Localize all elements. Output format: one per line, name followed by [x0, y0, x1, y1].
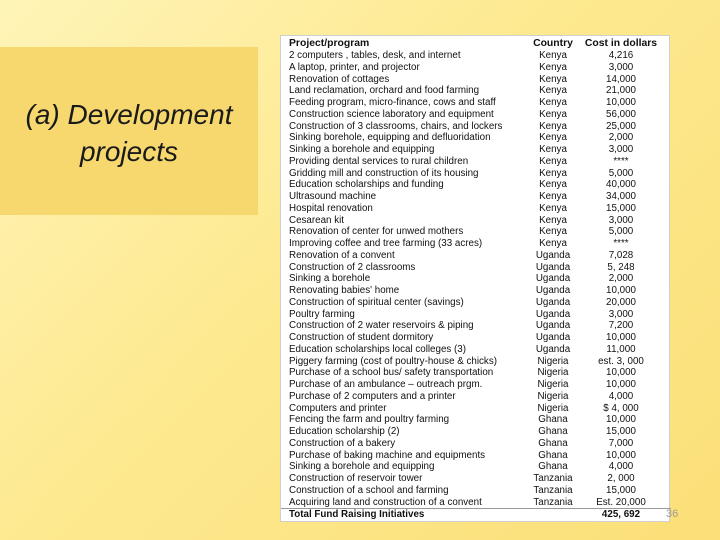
projects-table [280, 35, 670, 522]
cell-project: Purchase of a school bus/ safety transportation [289, 367, 494, 379]
cell-cost: 425, 692 [601, 509, 641, 521]
header-country: Country [533, 38, 573, 49]
table-row [281, 367, 671, 379]
cell-country: Kenya [539, 50, 567, 61]
cell-project: Poultry farming [289, 308, 355, 320]
cell-cost: 15,000 [606, 484, 636, 496]
table-row [281, 238, 671, 250]
table-row [281, 391, 671, 403]
cell-project: Construction of student dormitory [289, 332, 434, 343]
table-row [281, 62, 671, 74]
cell-country: Uganda [535, 332, 571, 343]
table-row [281, 191, 671, 203]
cell-project: Purchase of 2 computers and a printer [289, 390, 456, 402]
table-row [281, 273, 671, 285]
cell-country: Kenya [539, 85, 567, 97]
cell-cost: 2,000 [608, 132, 634, 144]
cell-project: Ultrasound machine [289, 191, 377, 202]
cell-project: Computers and printer [289, 402, 387, 414]
cell-cost: 3,000 [608, 308, 634, 320]
cell-cost: 4,000 [608, 461, 634, 473]
table-row [281, 485, 671, 497]
cell-cost: 40,000 [606, 179, 636, 191]
cell-cost: 5,000 [608, 226, 634, 238]
cell-project: Education scholarships and funding [289, 179, 444, 191]
table-row [281, 344, 671, 356]
cell-country: Kenya [539, 73, 567, 85]
table-row [281, 215, 671, 227]
cell-cost: 10,000 [606, 379, 636, 390]
cell-country: Kenya [539, 155, 567, 167]
cell-country: Nigeria [537, 367, 569, 379]
cell-project: Renovation of a convent [289, 249, 395, 261]
cell-country: Kenya [539, 202, 567, 214]
table-row [281, 438, 671, 450]
table-row [281, 144, 671, 156]
table-row [281, 179, 671, 191]
cell-cost: 56,000 [606, 108, 636, 120]
cell-cost: $ 4, 000 [603, 402, 639, 414]
table-row [281, 461, 671, 473]
cell-country: Nigeria [537, 390, 569, 402]
cell-country: Kenya [539, 132, 567, 144]
cell-country: Nigeria [537, 379, 569, 390]
table-row [281, 168, 671, 180]
cell-project: Improving coffee and tree farming (33 acres) [289, 238, 483, 249]
cell-cost: 7,028 [608, 249, 634, 261]
table-row [281, 85, 671, 97]
cell-cost: 11,000 [606, 343, 636, 355]
cell-project: 2 computers , tables, desk, and internet [289, 50, 461, 61]
cell-project: Sinking borehole, equipping and defluoridation [289, 132, 491, 144]
cell-country: Uganda [535, 320, 571, 332]
cell-cost: 4,216 [608, 50, 634, 61]
cell-project: Fencing the farm and poultry farming [289, 414, 450, 426]
cell-cost: 10,000 [606, 449, 636, 461]
cell-project: Construction of reservoir tower [289, 473, 423, 484]
table-row [281, 426, 671, 438]
table-row [281, 356, 671, 368]
cell-cost: Est. 20,000 [596, 496, 646, 508]
slide-title-line2: projects [79, 136, 179, 167]
cell-project: Land reclamation, orchard and food farming [289, 85, 480, 97]
slide-title [0, 96, 258, 170]
cell-cost: 21,000 [606, 85, 636, 97]
cell-country: Tanzania [533, 473, 573, 484]
header-cost: Cost in dollars [584, 38, 658, 49]
cell-country: Kenya [539, 214, 567, 226]
cell-country: Uganda [535, 285, 571, 296]
cell-project: Construction of 2 water reservoirs & piping [289, 320, 474, 332]
cell-cost: 2,000 [608, 273, 634, 285]
cell-country: Kenya [539, 108, 567, 120]
cell-project: Sinking a borehole and equipping [289, 144, 435, 155]
table-row [281, 403, 671, 415]
cell-country: Uganda [535, 261, 571, 273]
cell-cost: 15,000 [606, 202, 636, 214]
cell-project: Sinking a borehole and equipping [289, 461, 435, 473]
cell-cost: 10,000 [606, 97, 636, 108]
cell-country: Kenya [539, 97, 567, 108]
cell-project: Piggery farming (cost of poultry-house & chicks) [289, 355, 497, 367]
table-body [281, 50, 671, 521]
table-row [281, 332, 671, 344]
cell-cost: 5,000 [608, 167, 634, 179]
cell-cost: 3,000 [608, 214, 634, 226]
total-row [281, 508, 671, 521]
cell-cost: 25,000 [606, 120, 636, 132]
cell-project: Construction of 3 classrooms, chairs, and lockers [289, 120, 503, 132]
cell-cost: 2, 000 [607, 473, 635, 484]
table-row [281, 262, 671, 274]
cell-country: Kenya [539, 226, 567, 238]
cell-country: Tanzania [533, 484, 573, 496]
table-row [281, 497, 671, 509]
cell-country: Ghana [538, 414, 568, 426]
table-header [281, 38, 671, 50]
cell-country: Kenya [539, 238, 567, 249]
table-row [281, 285, 671, 297]
cell-country: Nigeria [537, 355, 569, 367]
cell-country: Ghana [538, 461, 568, 473]
header-project: Project/program [289, 38, 370, 49]
table-row [281, 74, 671, 86]
cell-project: Feeding program, micro-finance, cows and staff [289, 97, 496, 108]
table-row [281, 97, 671, 109]
cell-project: Providing dental services to rural children [289, 155, 469, 167]
cell-country: Kenya [539, 191, 567, 202]
table-row [281, 414, 671, 426]
table-row [281, 226, 671, 238]
cell-cost: 10,000 [606, 367, 636, 379]
cell-project: Construction science laboratory and equipment [289, 108, 494, 120]
cell-country: Uganda [535, 249, 571, 261]
table-row [281, 109, 671, 121]
table-row [281, 121, 671, 133]
cell-country: Tanzania [533, 496, 573, 508]
cell-cost: 10,000 [606, 414, 636, 426]
cell-country: Nigeria [537, 402, 569, 414]
cell-project: Sinking a borehole [289, 273, 371, 285]
table-row [281, 379, 671, 391]
table-row [281, 320, 671, 332]
cell-project: Renovation of center for unwed mothers [289, 226, 464, 238]
cell-country: Ghana [538, 449, 568, 461]
cell-cost: 14,000 [606, 73, 636, 85]
cell-cost: 5, 248 [607, 261, 635, 273]
cell-cost: 3,000 [608, 144, 634, 155]
cell-country: Uganda [535, 296, 571, 308]
cell-project: Education scholarship (2) [289, 426, 400, 437]
cell-project: Purchase of an ambulance – outreach prgm. [289, 379, 483, 390]
cell-cost: 7,200 [608, 320, 634, 332]
cell-project: Hospital renovation [289, 202, 373, 214]
cell-cost: 10,000 [606, 285, 636, 296]
table-row [281, 156, 671, 168]
cell-cost: 10,000 [606, 332, 636, 343]
cell-project: Renovation of cottages [289, 73, 390, 85]
cell-country: Kenya [539, 120, 567, 132]
cell-project: Construction of a school and farming [289, 484, 449, 496]
table-row [281, 309, 671, 321]
cell-cost: est. 3, 000 [598, 355, 644, 367]
cell-cost: 7,000 [608, 437, 634, 449]
cell-cost: 20,000 [606, 296, 636, 308]
cell-country: Uganda [535, 343, 571, 355]
table-row [281, 297, 671, 309]
table-row [281, 50, 671, 62]
cell-project: Cesarean kit [289, 214, 344, 226]
cell-country: Kenya [539, 167, 567, 179]
cell-project: Purchase of baking machine and equipments [289, 449, 486, 461]
slide-title-line1: (a) Development [25, 99, 233, 130]
cell-country: Ghana [538, 426, 568, 437]
cell-country: Ghana [538, 437, 568, 449]
cell-project: Construction of spiritual center (savings) [289, 296, 464, 308]
table-row [281, 450, 671, 462]
table-row [281, 473, 671, 485]
cell-country: Kenya [539, 144, 567, 155]
cell-project: Gridding mill and construction of its housing [289, 167, 479, 179]
cell-country: Uganda [535, 308, 571, 320]
cell-project: Total Fund Raising Initiatives [289, 509, 425, 521]
table-row [281, 250, 671, 262]
cell-country: Kenya [539, 179, 567, 191]
cell-project: A laptop, printer, and projector [289, 61, 420, 73]
table-row [281, 203, 671, 215]
cell-project: Acquiring land and construction of a convent [289, 496, 482, 508]
cell-project: Construction of a bakery [289, 437, 396, 449]
cell-cost: 34,000 [606, 191, 636, 202]
cell-cost: **** [613, 155, 629, 167]
cell-project: Renovating babies' home [289, 285, 400, 296]
cell-country: Uganda [535, 273, 571, 285]
cell-cost: 4,000 [608, 390, 634, 402]
cell-project: Construction of 2 classrooms [289, 261, 416, 273]
cell-cost: 15,000 [606, 426, 636, 437]
cell-cost: **** [613, 238, 629, 249]
cell-project: Education scholarships local colleges (3) [289, 343, 466, 355]
cell-country: Kenya [539, 61, 567, 73]
page-number: 36 [666, 508, 679, 520]
table-row [281, 132, 671, 144]
cell-cost: 3,000 [608, 61, 634, 73]
